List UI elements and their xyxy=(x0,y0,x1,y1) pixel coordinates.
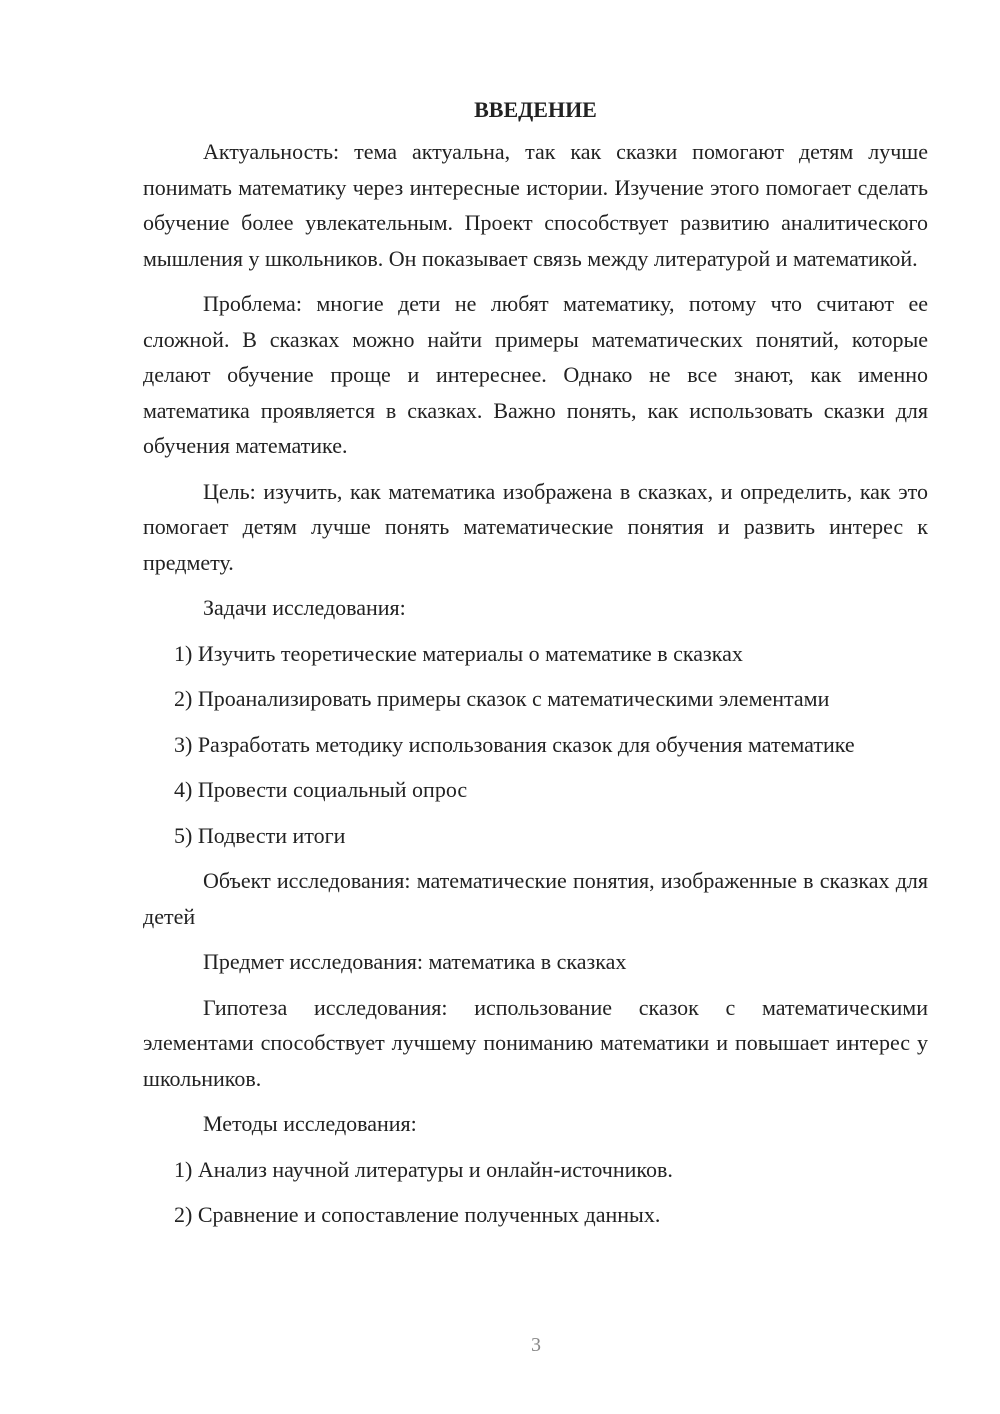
object-paragraph: Объект исследования: математические понятия, изображенные в сказках для детей xyxy=(143,868,928,929)
task-item: 2) Проанализировать примеры сказок с математическими элементами xyxy=(174,686,830,711)
goal-paragraph: Цель: изучить, как математика изображена в сказках, и определить, как это помогает детям лучше понять математические понятия и развить интерес к предмету. xyxy=(143,478,928,575)
tasks-heading: Задачи исследования: xyxy=(203,595,406,620)
task-item: 3) Разработать методику использования сказок для обучения математике xyxy=(174,731,855,757)
document-page xyxy=(143,92,928,1243)
section-title: ВВЕДЕНИЕ xyxy=(474,97,597,122)
hypothesis-paragraph: Гипотеза исследования: использование сказок с математическими элементами способствует лучшему пониманию математики и повышает интерес у школьников. xyxy=(143,994,928,1091)
task-item: 4) Провести социальный опрос xyxy=(174,777,468,802)
methods-heading: Методы исследования: xyxy=(203,1111,417,1136)
subject-paragraph: Предмет исследования: математика в сказках xyxy=(203,949,627,974)
task-item: 1) Изучить теоретические материалы о математике в сказках xyxy=(174,640,743,666)
method-item: 2) Сравнение и сопоставление полученных данных. xyxy=(174,1202,661,1227)
problem-paragraph: Проблема: многие дети не любят математику, потому что считают ее сложной. В сказках можно найти примеры математических понятий, которые делают обучение проще и интереснее. Однако не все знают, как именно математика проявляется в сказках. Важно понять, как использовать сказки для обучения математике. xyxy=(143,291,928,458)
page-number: 3 xyxy=(531,1334,541,1356)
method-item: 1) Анализ научной литературы и онлайн-источников. xyxy=(174,1156,673,1182)
relevance-paragraph: Актуальность: тема актуальна, так как сказки помогают детям лучше понимать математику через интересные истории. Изучение этого помогает сделать обучение более увлекательным. Проект способствует развитию аналитического мышления у школьников. Он показывает связь между литературой и математикой. xyxy=(143,139,928,271)
task-item: 5) Подвести итоги xyxy=(174,822,346,848)
